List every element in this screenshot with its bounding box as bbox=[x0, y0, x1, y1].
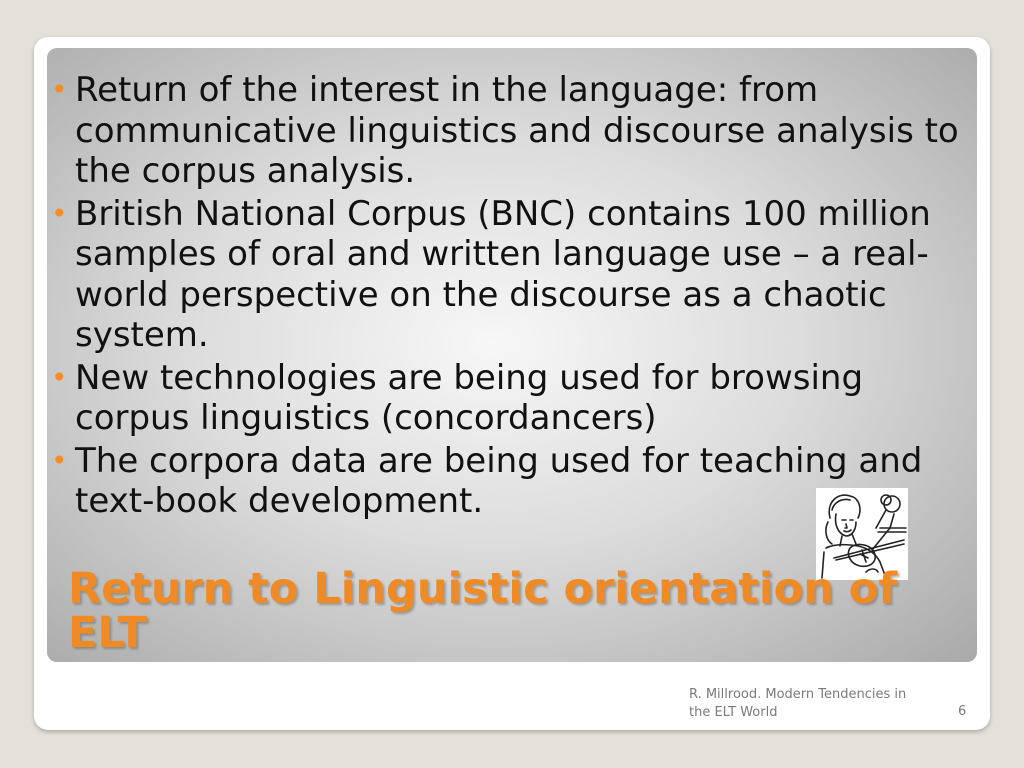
bullet-dot-icon: • bbox=[51, 73, 68, 106]
bullet-dot-icon: • bbox=[51, 443, 68, 477]
bullet-item bbox=[48, 194, 988, 356]
bullet-item bbox=[48, 70, 988, 192]
bullet-item bbox=[48, 358, 988, 439]
bullet-list bbox=[48, 70, 988, 524]
bullet-dot-icon: • bbox=[51, 196, 68, 230]
slide-title: Return to Linguistic orientation of ELT bbox=[68, 564, 898, 658]
bullet-dot-icon: • bbox=[51, 360, 68, 394]
bullet-text: The corpora data are being used for teaching and text-book development. bbox=[75, 440, 923, 521]
bullet-text: British National Corpus (BNC) contains 100 million samples of oral and written language use – a real-world perspective on the discourse as a chaotic system. bbox=[75, 193, 931, 355]
page-number: 6 bbox=[958, 704, 967, 719]
footer-text: R. Millrood. Modern Tendencies in the ELT World bbox=[689, 687, 907, 720]
bullet-text: New technologies are being used for browsing corpus linguistics (concordancers) bbox=[75, 357, 864, 438]
bullet-text: Return of the interest in the language: from communicative linguistics and discourse analysis to the corpus analysis. bbox=[75, 70, 959, 191]
